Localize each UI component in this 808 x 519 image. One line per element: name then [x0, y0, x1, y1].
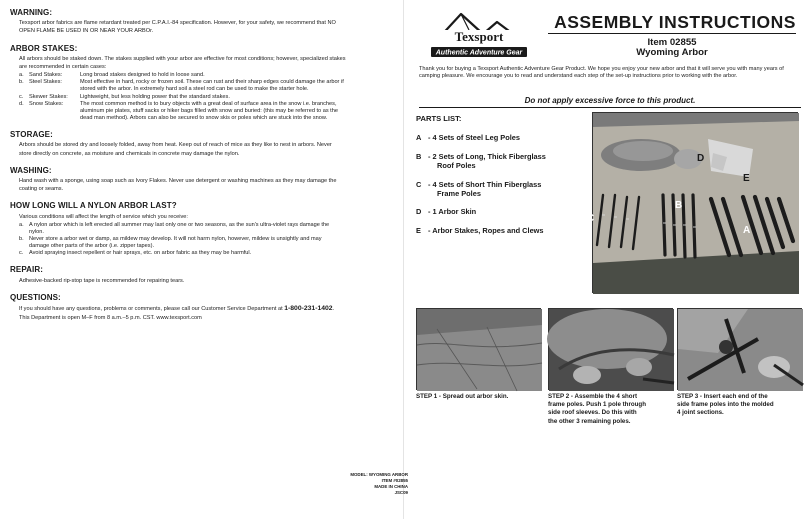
- lifespan-key: a.: [19, 221, 24, 228]
- origin-line: MADE IN CHINA: [374, 483, 408, 489]
- part-desc: - 4 Sets of Steel Leg Poles: [428, 133, 521, 143]
- item-line: ITEM #02855: [381, 477, 408, 483]
- lifespan-key: c.: [19, 250, 24, 257]
- force-warning: Do not apply excessive force to this product.: [419, 96, 801, 108]
- part-item: [416, 181, 591, 199]
- stake-key: d.: [19, 100, 24, 107]
- part-letter: E: [416, 226, 421, 236]
- stake-key: b.: [19, 79, 24, 86]
- stake-type-row: [10, 72, 392, 79]
- step-3-caption: [677, 393, 805, 418]
- code-line: JSC09: [394, 489, 408, 495]
- stakes-intro-line: are recommended in certain cases:: [19, 63, 107, 70]
- repair-heading: REPAIR:: [10, 265, 43, 275]
- title-rule: [548, 33, 796, 34]
- questions-text: If you should have any questions, problems or comments, please call our Customer Service Department at: [19, 306, 285, 313]
- model-line: MODEL: WYOMING ARBOR: [350, 472, 408, 477]
- step-2-line: frame poles. Push 1 pole through: [548, 401, 646, 409]
- washing-line: Hand wash with a sponge, using soap such as Ivory Flakes. Never use detergent or washing machines as they may damage the: [19, 177, 337, 184]
- questions-hours: This Department is open M–F from 8 a.m.–5 p.m. CST. www.texsport.com: [19, 314, 202, 321]
- stake-key: c.: [19, 93, 24, 100]
- part-desc: - 1 Arbor Skin: [428, 207, 477, 217]
- warning-line: OPEN FLAME BE USED IN OR NEAR YOUR ARBOr.: [19, 28, 154, 35]
- part-desc: Frame Poles: [437, 188, 481, 198]
- stake-label: Sand Stakes:: [29, 72, 63, 79]
- stake-label: Skewer Stakes:: [29, 93, 68, 100]
- photo-label-e: E: [743, 173, 750, 184]
- lifespan-row: [10, 222, 392, 236]
- lifespan-row: [10, 250, 392, 257]
- warning-section: [10, 8, 392, 36]
- lifespan-desc: nylon.: [29, 228, 44, 235]
- photo-label-a: A: [743, 225, 751, 236]
- questions-heading: QUESTIONS:: [10, 292, 61, 302]
- step-1-photo: [416, 308, 541, 390]
- logo-tagline: Authentic Adventure Gear: [435, 49, 523, 57]
- stake-desc: Long broad stakes designed to hold in loose sand.: [80, 72, 205, 79]
- product-name: Wyoming Arbor: [636, 47, 708, 59]
- part-item: [416, 208, 591, 217]
- lifespan-desc: Avoid spraying insect repellent or hair sprays, etc. on arbor fabric as they may be harmful.: [29, 250, 252, 257]
- product-header: [548, 38, 796, 58]
- intro-text: Thank you for buying a Texsport Authentic Adventure Gear Product. We hope you enjoy your new arbor and that it will serve you with many years of camping pleasure. We encourage you to read and understand each step of the set-up instructions prior to working with the arbor.: [419, 66, 784, 80]
- stakes-intro-line: All arbors should be staked down. The stakes supplied with your arbor are effective for most conditions; however, specialized stakes: [19, 55, 346, 62]
- page-title: ASSEMBLY INSTRUCTIONS: [554, 12, 796, 32]
- part-letter: D: [416, 207, 422, 217]
- washing-heading: WASHING:: [10, 165, 52, 175]
- lifespan-row: [10, 236, 392, 250]
- texsport-logo: [423, 10, 533, 62]
- questions-punct: .: [332, 306, 335, 313]
- stakes-heading: ARBOR STAKES:: [10, 43, 78, 53]
- part-letter: C: [416, 179, 422, 189]
- stake-type-row: [10, 94, 392, 101]
- stake-type-row: [10, 79, 392, 93]
- lifespan-key: b.: [19, 235, 24, 242]
- washing-line: coating or seams.: [19, 186, 64, 193]
- parts-photo: [587, 112, 798, 293]
- lifespan-desc: Never store a arbor wet or damp, as mildew may develop. It will not harm nylon, however, mildew is unsightly and may: [29, 235, 322, 242]
- care-panel: [10, 8, 392, 323]
- part-item: [416, 153, 591, 171]
- part-desc: Roof Poles: [437, 160, 476, 170]
- storage-line: Arbors should be stored dry and loosely folded, away from heat. Keep out of reach of mice as they like to nest in arbors. Never: [19, 142, 332, 149]
- lifespan-desc: A nylon arbor which is left erected all summer may last only one or two seasons, as the sun's ultra-violet rays damage the: [29, 221, 330, 228]
- storage-line: store directly on concrete, as moisture and chemicals in concrete may damage the nylon.: [19, 150, 240, 157]
- stake-desc: stored with the arbor. In extremely hard soil a steel rod can be used to make the starter hole.: [80, 86, 309, 93]
- parts-list: [416, 114, 591, 246]
- lifespan-heading: HOW LONG WILL A NYLON ARBOR LAST?: [10, 201, 177, 211]
- center-fold: [403, 0, 404, 519]
- repair-section: [10, 265, 392, 284]
- stakes-section: [10, 44, 392, 123]
- lifespan-intro: Various conditions will affect the length of service which you receive:: [19, 213, 188, 220]
- stake-desc: aluminum pie plates, stuff sacks or hiker bags filled with snow and buried: (this may be referred to as the: [80, 107, 338, 114]
- step-1-caption: [416, 393, 544, 401]
- lifespan-section: [10, 201, 392, 257]
- part-desc: - 2 Sets of Long, Thick Fiberglass: [428, 151, 546, 161]
- photo-label-b: B: [675, 200, 683, 211]
- item-number: Item 02855: [647, 37, 697, 48]
- stake-label: Steel Stakes:: [29, 79, 62, 86]
- step-2-line: side roof sleeves. Do this with: [548, 409, 637, 417]
- part-desc: - Arbor Stakes, Ropes and Clews: [428, 226, 544, 236]
- part-letter: B: [416, 151, 422, 161]
- step-2-photo: [548, 308, 673, 390]
- part-item: [416, 227, 591, 236]
- stake-desc: Most effective in hard, rocky or frozen soil. These can rust and their sharp edges could damage the arbor if: [80, 79, 344, 86]
- questions-section: [10, 293, 392, 322]
- photo-label-c: C: [587, 213, 595, 224]
- storage-section: [10, 130, 392, 158]
- step-3-line: STEP 3 - Insert each end of the: [677, 393, 768, 400]
- stake-key: a.: [19, 72, 24, 79]
- stake-desc: Lightweight, but less holding power that the standard stakes.: [80, 93, 230, 100]
- washing-section: [10, 166, 392, 194]
- stake-desc: dead man method). Arbors can also be secured to snow skis or poles which are stuck into the snow.: [80, 115, 328, 122]
- repair-text: Adhesive-backed rip-stop tape is recommended for repairing tears.: [19, 277, 185, 284]
- part-letter: A: [416, 133, 422, 143]
- photo-label-d: D: [697, 153, 705, 164]
- step-2-caption: [548, 393, 676, 426]
- customer-service-phone: 1-800-231-1402: [284, 305, 333, 313]
- stake-label: Snow Stakes:: [29, 100, 64, 107]
- warning-heading: WARNING:: [10, 8, 53, 17]
- stake-desc: The most common method is to bury objects with a great deal of surface area in the snow i.e. branches,: [80, 100, 337, 107]
- step-3-line: 4 joint sections.: [677, 409, 724, 417]
- lifespan-desc: damage other parts of the arbor (i.e. zipper tapes).: [29, 243, 154, 250]
- stake-type-row: [10, 101, 392, 122]
- part-item: [416, 134, 591, 143]
- step-2-line: STEP 2 - Assemble the 4 short: [548, 393, 638, 400]
- step-2-line: the other 3 remaining poles.: [548, 417, 631, 425]
- logo-brand: Texsport: [454, 29, 504, 44]
- step-3-line: side frame poles into the molded: [677, 401, 774, 409]
- step-3-photo: [677, 308, 802, 390]
- storage-heading: STORAGE:: [10, 130, 53, 140]
- parts-heading: PARTS LIST:: [416, 114, 462, 123]
- model-info: [268, 472, 408, 496]
- part-desc: - 4 Sets of Short Thin Fiberglass: [428, 179, 542, 189]
- warning-line: Texsport arbor fabrics are flame retardant treated per C.P.A.I.-84 specification. However, for your safety, we recommend that NO: [19, 20, 336, 27]
- step-1-line: STEP 1 - Spread out arbor skin.: [416, 393, 509, 400]
